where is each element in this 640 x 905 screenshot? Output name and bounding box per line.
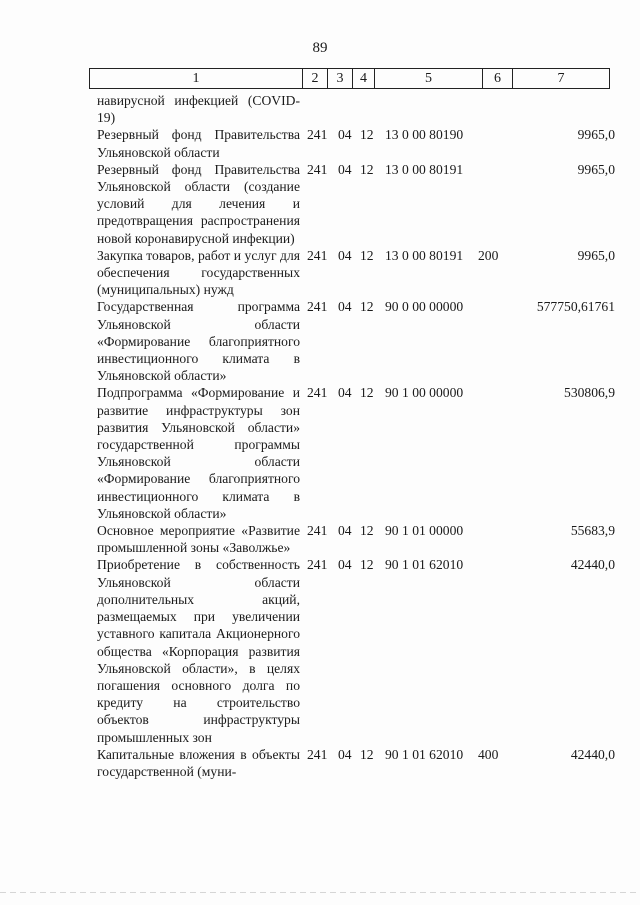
- row-amount: 42440,0: [570, 746, 615, 762]
- row-ministry-code: 241: [307, 523, 328, 539]
- row-target-article: 90 1 01 62010: [385, 557, 464, 573]
- header-col-5: 5: [374, 69, 482, 88]
- row-ministry-code: 241: [307, 385, 328, 401]
- table-row: [0, 746, 640, 780]
- row-amount: 9965,0: [577, 127, 615, 143]
- header-col-3: 3: [327, 69, 352, 88]
- row-name: Резервный фонд Правительства Ульяновской области: [97, 127, 300, 160]
- row-amount: 9965,0: [577, 161, 615, 177]
- row-name: навирусной инфекцией (COVID-19): [97, 93, 300, 126]
- row-target-article: 90 1 01 62010: [385, 746, 464, 762]
- row-target-article: 13 0 00 80190: [385, 127, 464, 143]
- table-row: [0, 556, 640, 745]
- row-section: 04: [338, 127, 352, 143]
- row-name: Закупка товаров, работ и услуг для обеспечения государственных (муниципальных) нужд: [97, 247, 300, 298]
- row-ministry-code: 241: [307, 557, 328, 573]
- table-row: [0, 247, 640, 299]
- header-col-7: 7: [512, 69, 609, 88]
- row-name: Государственная программа Ульяновской области «Формирование благоприятного инвестиционного климата в Ульяновской области»: [97, 299, 300, 384]
- row-name: Основное мероприятие «Развитие промышленной зоны «Заволжье»: [97, 523, 300, 556]
- table-row: [0, 298, 640, 384]
- scan-edge-divider: [0, 892, 640, 893]
- table-row: [0, 161, 640, 247]
- row-target-article: 90 1 01 00000: [385, 523, 464, 539]
- row-ministry-code: 241: [307, 247, 328, 263]
- row-ministry-code: 241: [307, 127, 328, 143]
- row-target-article: 90 0 00 00000: [385, 299, 464, 315]
- row-subsection: 12: [360, 385, 374, 401]
- row-ministry-code: 241: [307, 746, 328, 762]
- table-row: [0, 92, 640, 126]
- row-target-article: 90 1 00 00000: [385, 385, 464, 401]
- row-name: Капитальные вложения в объекты государственной (муни-: [97, 746, 300, 779]
- row-subsection: 12: [360, 557, 374, 573]
- row-section: 04: [338, 523, 352, 539]
- row-subsection: 12: [360, 299, 374, 315]
- row-subsection: 12: [360, 746, 374, 762]
- row-section: 04: [338, 161, 352, 177]
- row-section: 04: [338, 299, 352, 315]
- row-amount: 530806,9: [564, 385, 615, 401]
- row-expense-type: 400: [478, 746, 499, 762]
- table-header: [89, 68, 610, 89]
- row-section: 04: [338, 557, 352, 573]
- header-col-4: 4: [352, 69, 374, 88]
- row-amount: 42440,0: [570, 557, 615, 573]
- row-subsection: 12: [360, 161, 374, 177]
- row-ministry-code: 241: [307, 299, 328, 315]
- row-name: Резервный фонд Правительства Ульяновской области (создание условий для лечения и предотвращения распространения новой коронавирусной инфекции): [97, 161, 300, 246]
- header-col-1: 1: [192, 70, 200, 86]
- table-row: [0, 384, 640, 522]
- row-amount: 577750,61761: [536, 299, 615, 315]
- row-section: 04: [338, 746, 352, 762]
- header-col-2: 2: [302, 69, 327, 88]
- row-subsection: 12: [360, 127, 374, 143]
- row-expense-type: 200: [478, 247, 499, 263]
- row-amount: 55683,9: [570, 523, 615, 539]
- page-number: 89: [312, 40, 328, 56]
- row-section: 04: [338, 385, 352, 401]
- row-ministry-code: 241: [307, 161, 328, 177]
- table-body: [0, 92, 640, 780]
- row-subsection: 12: [360, 523, 374, 539]
- table-row: [0, 522, 640, 556]
- row-amount: 9965,0: [577, 247, 615, 263]
- row-subsection: 12: [360, 247, 374, 263]
- row-section: 04: [338, 247, 352, 263]
- row-name: Приобретение в собственность Ульяновской области дополнительных акций, размещаемых при увеличении уставного капитала Акционерного общества «Корпорация развития Ульяновской области», в целях погашения основного долга по кредиту на строительство объектов инфраструктуры промышленных зон: [97, 557, 300, 745]
- row-target-article: 13 0 00 80191: [385, 247, 464, 263]
- row-name: Подпрограмма «Формирование и развитие инфраструктуры зон развития Ульяновской области» государственной программы Ульяновской области «Формирование благоприятного инвестиционного климата в Ульяновской области»: [97, 385, 300, 521]
- row-target-article: 13 0 00 80191: [385, 161, 464, 177]
- header-col-6: 6: [482, 69, 512, 88]
- table-row: [0, 126, 640, 160]
